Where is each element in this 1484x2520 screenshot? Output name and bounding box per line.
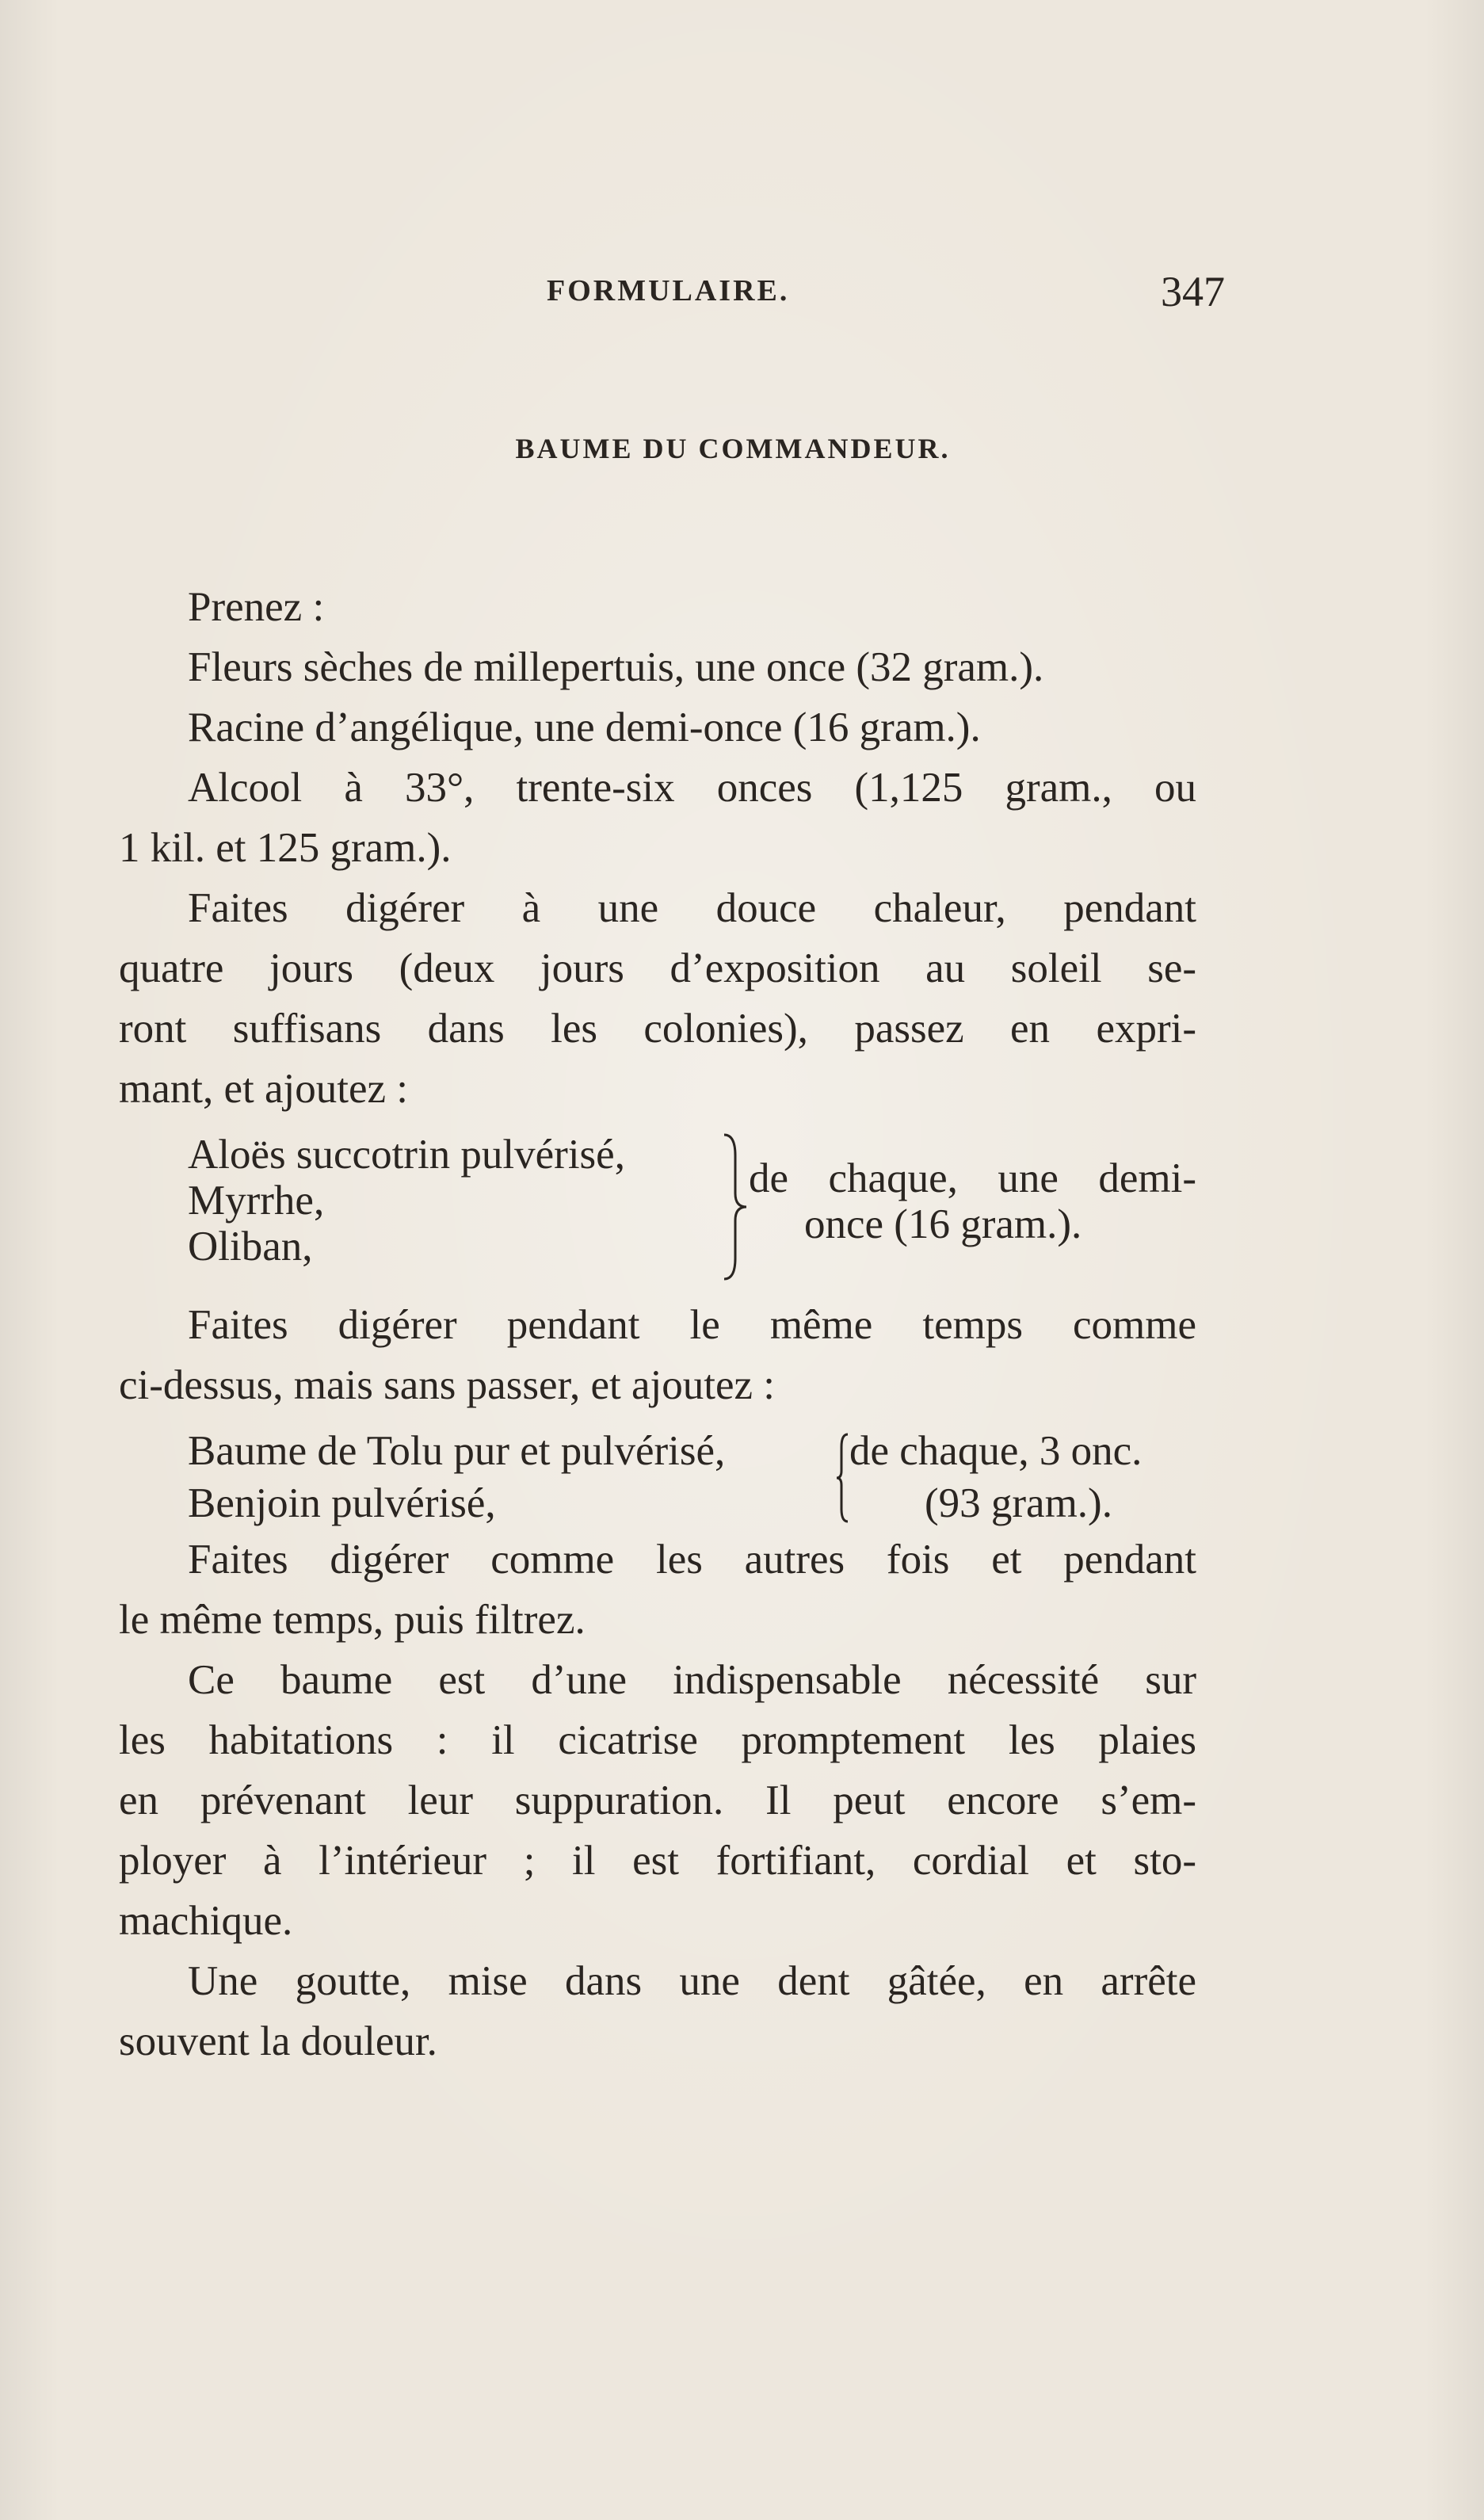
right-brace-icon xyxy=(719,1132,751,1282)
brace-items xyxy=(188,1132,625,1270)
running-head: FORMULAIRE. xyxy=(547,274,790,307)
recipe-part-3 xyxy=(119,1529,1196,2071)
brace-item: Oliban, xyxy=(188,1224,313,1270)
paragraph-line: Une goutte, mise dans une dent gâtée, en arrête xyxy=(188,1958,1196,2004)
section-title: BAUME DU COMMANDEUR. xyxy=(515,433,951,464)
brace-note-line: de chaque, 3 onc. xyxy=(849,1428,1143,1474)
alcool-line-continued: 1 kil. et 125 gram.). xyxy=(119,825,452,871)
ingredient-line: Fleurs sèches de millepertuis, une once (32 gram.). xyxy=(188,644,1044,690)
brace-note-line: de chaque, une demi- xyxy=(749,1155,1196,1201)
paragraph-line: mant, et ajoutez : xyxy=(119,1066,408,1112)
brace-item: Aloës succotrin pulvérisé, xyxy=(188,1132,625,1178)
paragraph-line: Faites digérer à une douce chaleur, pendant xyxy=(188,885,1196,931)
paragraph-line: le même temps, puis filtrez. xyxy=(119,1597,586,1643)
paragraph-line: en prévenant leur suppuration. Il peut encore s’em- xyxy=(119,1777,1196,1823)
paragraph-line: les habitations : il cicatrise promptement les plaies xyxy=(119,1717,1196,1763)
ingredient-group-1 xyxy=(119,1132,1196,1298)
paragraph-line: ci-dessus, mais sans passer, et ajoutez : xyxy=(119,1362,775,1408)
page-header xyxy=(547,268,1225,321)
ingredient-line: Racine d’angélique, une demi-once (16 gram.). xyxy=(188,704,981,750)
paragraph-line: Faites digérer pendant le même temps comme xyxy=(188,1302,1196,1348)
paragraph-line: machique. xyxy=(119,1898,293,1944)
page-number: 347 xyxy=(1161,268,1225,315)
paragraph-line: ront suffisans dans les colonies), passez en expri- xyxy=(119,1006,1196,1052)
brace-note-line: (93 gram.). xyxy=(925,1480,1112,1526)
brace-note-line: once (16 gram.). xyxy=(804,1201,1082,1247)
alcool-line: Alcool à 33°, trente-six onces (1,125 gram., ou xyxy=(188,765,1196,811)
paragraph-line: ployer à l’intérieur ; il est fortifiant, cordial et sto- xyxy=(119,1838,1196,1884)
ingredient-group-2 xyxy=(119,1425,1196,1528)
paragraph-line: Ce baume est d’une indispensable nécessité sur xyxy=(188,1657,1196,1703)
paragraph-line: souvent la douleur. xyxy=(119,2018,437,2064)
brace-item: Benjoin pulvérisé, xyxy=(188,1480,496,1526)
brace-note xyxy=(749,1155,1196,1247)
brace-note xyxy=(849,1425,1142,1529)
brace-items xyxy=(188,1425,725,1529)
paragraph-line: Faites digérer comme les autres fois et pendant xyxy=(188,1537,1196,1583)
brace-item: Baume de Tolu pur et pulvérisé, xyxy=(188,1428,726,1474)
recipe-part-2 xyxy=(119,1295,1196,1415)
recipe-part-1 xyxy=(119,577,1196,1119)
paragraph-line: quatre jours (deux jours d’exposition au soleil se- xyxy=(119,945,1196,991)
prenez-line: Prenez : xyxy=(188,584,325,630)
left-brace-icon xyxy=(834,1431,851,1525)
brace-item: Myrrhe, xyxy=(188,1178,325,1224)
